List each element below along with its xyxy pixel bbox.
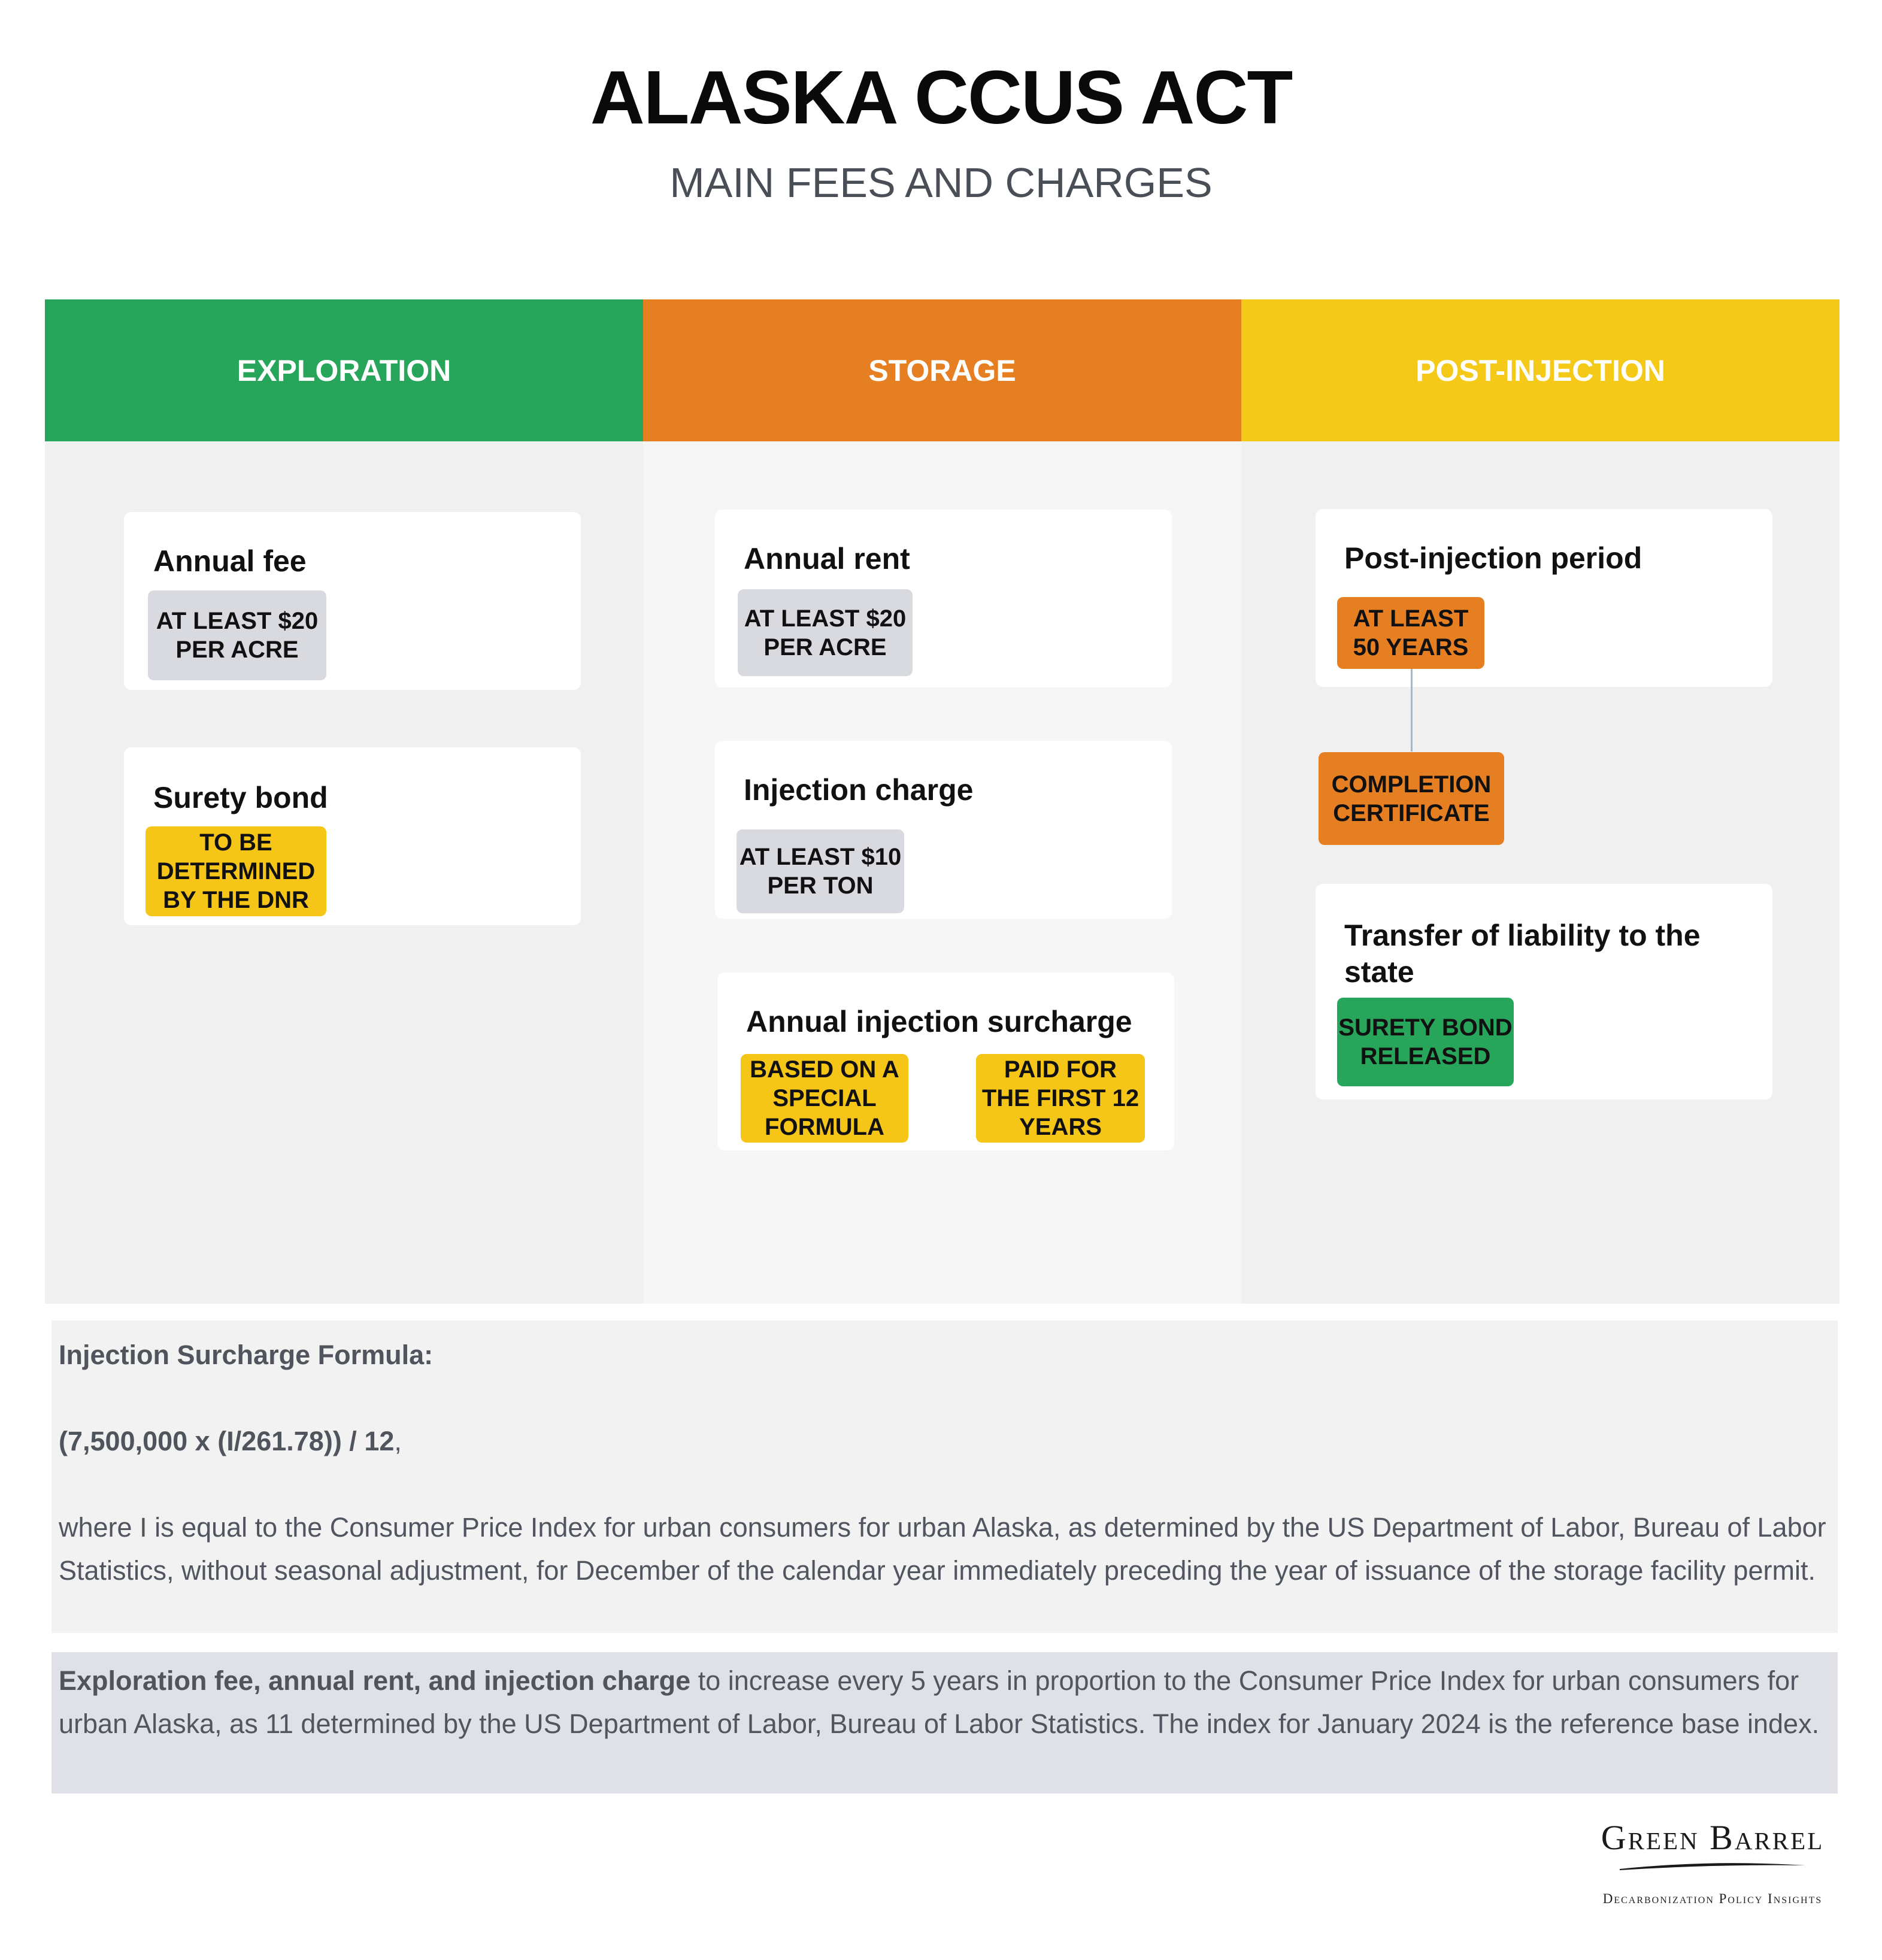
exploration-header bbox=[45, 299, 643, 441]
indexation-text: to increase every 5 years in proportion to the Consumer Price Index for urban consumers for urban Alaska, as 11 determined by the US Department of Labor, Bureau of Labor Statistics. The index for January 2024 is the reference base index. bbox=[59, 1665, 1820, 1739]
formula-suffix: , bbox=[394, 1426, 402, 1456]
formula-note bbox=[51, 1320, 1838, 1633]
injection-charge-title: Injection charge bbox=[744, 773, 974, 807]
injection-surcharge-title: Annual injection surcharge bbox=[746, 1005, 1132, 1038]
storage-label: STORAGE bbox=[868, 353, 1016, 387]
transfer-liability-title: Transfer of liability to the state bbox=[1344, 919, 1701, 989]
annual-rent-card bbox=[715, 510, 1172, 687]
page-subtitle: MAIN FEES AND CHARGES bbox=[669, 159, 1213, 206]
injection-surcharge-card bbox=[717, 973, 1174, 1150]
green-barrel-logo bbox=[1587, 1817, 1838, 1858]
surety-bond-value: TO BE DETERMINED BY THE DNR bbox=[146, 826, 326, 916]
logo-name: Green Barrel bbox=[1601, 1818, 1825, 1857]
formula-spacer-2 bbox=[59, 1463, 1831, 1506]
exploration-label: EXPLORATION bbox=[237, 353, 451, 387]
transfer-liability-card bbox=[1316, 884, 1772, 1099]
annual-fee-card bbox=[124, 512, 581, 690]
surcharge-formula-tag: BASED ON A SPECIAL FORMULA bbox=[741, 1054, 908, 1143]
post-injection-header bbox=[1241, 299, 1839, 441]
logo-tagline: Decarbonization Policy Insights bbox=[1602, 1891, 1823, 1906]
transfer-liability-value: SURETY BOND RELEASED bbox=[1337, 998, 1514, 1086]
surety-bond-title: Surety bond bbox=[153, 781, 328, 814]
page-title: ALASKA CCUS ACT bbox=[590, 55, 1292, 140]
logo-swoosh bbox=[1617, 1861, 1808, 1873]
injection-charge-card bbox=[715, 741, 1172, 919]
connector-line bbox=[1411, 669, 1413, 752]
completion-certificate-tag: COMPLETION CERTIFICATE bbox=[1319, 752, 1504, 845]
surcharge-duration-tag: PAID FOR THE FIRST 12 YEARS bbox=[976, 1054, 1145, 1143]
storage-header bbox=[643, 299, 1241, 441]
annual-rent-title: Annual rent bbox=[744, 542, 910, 575]
post-injection-label: POST-INJECTION bbox=[1416, 353, 1665, 387]
injection-charge-value: AT LEAST $10 PER TON bbox=[737, 829, 904, 913]
formula-spacer-1 bbox=[59, 1377, 1831, 1420]
surety-bond-card bbox=[124, 747, 581, 925]
indexation-bold: Exploration fee, annual rent, and injection charge bbox=[59, 1665, 691, 1696]
annual-rent-value: AT LEAST $20 PER ACRE bbox=[738, 589, 913, 676]
formula-expression: (7,500,000 x (I/261.78)) / 12 bbox=[59, 1426, 395, 1456]
formula-explanation: where I is equal to the Consumer Price Index for urban consumers for urban Alaska, as determined by the US Department of Labor, Bureau of Labor Statistics, without seasonal adjustment, for December of the calendar year immediately preceding the year of issuance of the storage facility permit. bbox=[59, 1512, 1826, 1586]
post-injection-period-title: Post-injection period bbox=[1344, 541, 1642, 575]
annual-fee-value: AT LEAST $20 PER ACRE bbox=[148, 590, 326, 680]
indexation-note bbox=[51, 1652, 1838, 1794]
annual-fee-title: Annual fee bbox=[153, 544, 307, 578]
post-injection-period-value: AT LEAST 50 YEARS bbox=[1337, 597, 1484, 669]
formula-heading: Injection Surcharge Formula: bbox=[59, 1340, 434, 1370]
formula-line bbox=[59, 1420, 1831, 1463]
post-injection-period-card bbox=[1316, 509, 1772, 687]
